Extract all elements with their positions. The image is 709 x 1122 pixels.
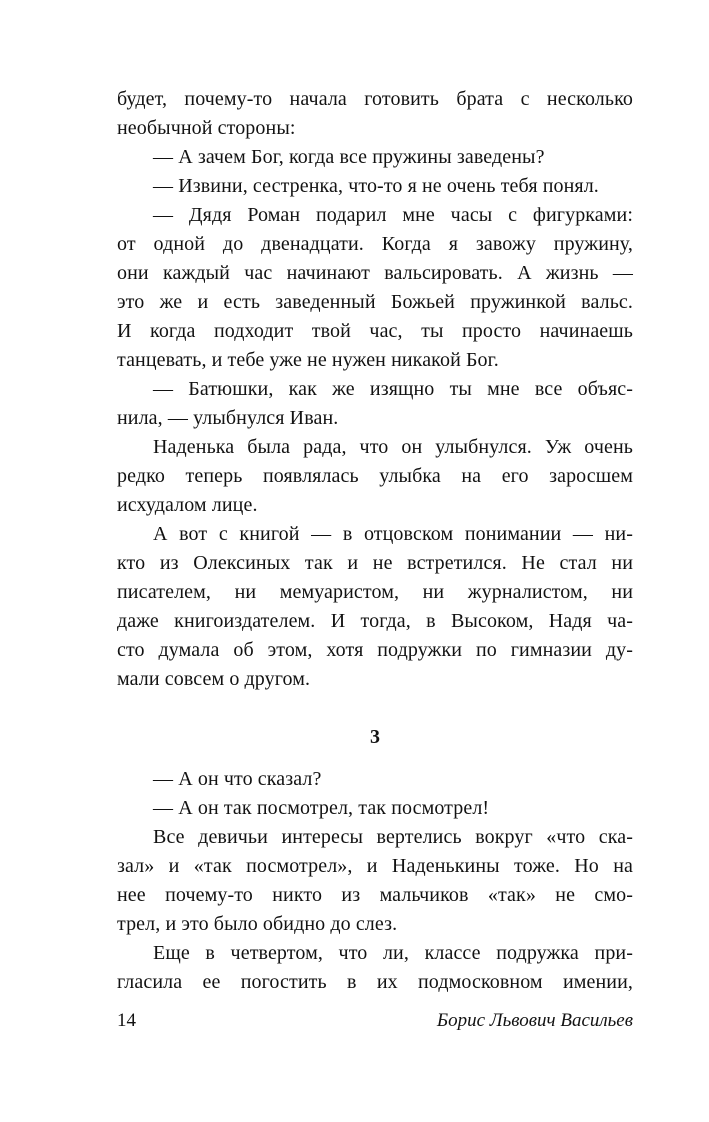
text-line: танцевать, и тебе уже не нужен никакой Бог. xyxy=(117,349,499,371)
text-line: будет, почему-то начала готовить брата с несколько xyxy=(117,88,633,110)
text-line: — Дядя Роман подарил мне часы с фигурками: xyxy=(153,204,633,226)
text-line: исхудалом лице. xyxy=(117,494,258,516)
text-line: даже книгоиздателем. И тогда, в Высоком, Надя ча- xyxy=(117,610,633,632)
text-line: нила, — улыбнулся Иван. xyxy=(117,407,339,429)
text-line: это же и есть заведенный Божьей пружинкой вальс. xyxy=(117,291,633,313)
text-line: зал» и «так посмотрел», и Наденькины тоже. Но на xyxy=(117,855,633,877)
text-line: сто думала об этом, хотя подружки по гимназии ду- xyxy=(117,639,633,661)
page-footer xyxy=(117,1006,633,1035)
text-line: Еще в четвертом, что ли, классе подружка при- xyxy=(153,942,633,964)
text-line: от одной до двенадцати. Когда я завожу пружину, xyxy=(117,233,633,255)
text-line: — А зачем Бог, когда все пружины заведены? xyxy=(153,146,545,168)
text-line: А вот с книгой — в отцовском понимании — ни- xyxy=(153,523,633,545)
text-line: И когда подходит твой час, ты просто начинаешь xyxy=(117,320,633,342)
text-line: Все девичьи интересы вертелись вокруг «что ска- xyxy=(153,826,633,848)
text-line: кто из Олексиных так и не встретился. Не стал ни xyxy=(117,552,633,574)
text-block-bottom xyxy=(117,765,633,997)
text-line: — А он так посмотрел, так посмотрел! xyxy=(153,797,490,819)
text-line: необычной стороны: xyxy=(117,117,296,139)
text-line: гласила ее погостить в их подмосковном имении, xyxy=(117,971,633,993)
text-line: — А он что сказал? xyxy=(153,768,322,790)
text-line: нее почему-то никто из мальчиков «так» не смо- xyxy=(117,884,633,906)
page-number: 14 xyxy=(117,1010,136,1031)
text-line: — Батюшки, как же изящно ты мне все объяс- xyxy=(153,378,633,400)
text-line: — Извини, сестренка, что-то я не очень тебя понял. xyxy=(153,175,599,197)
text-line: трел, и это было обидно до слез. xyxy=(117,913,398,935)
text-block-top xyxy=(117,85,633,694)
text-line: они каждый час начинают вальсировать. А жизнь — xyxy=(117,262,633,284)
text-line: писателем, ни мемуаристом, ни журналистом, ни xyxy=(117,581,633,603)
chapter-number-heading: 3 xyxy=(370,726,380,748)
footer-author: Борис Львович Васильев xyxy=(436,1010,633,1031)
text-line: мали совсем о другом. xyxy=(117,668,311,690)
text-line: Наденька была рада, что он улыбнулся. Уж очень xyxy=(153,436,633,458)
text-line: редко теперь появлялась улыбка на его заросшем xyxy=(117,465,633,487)
